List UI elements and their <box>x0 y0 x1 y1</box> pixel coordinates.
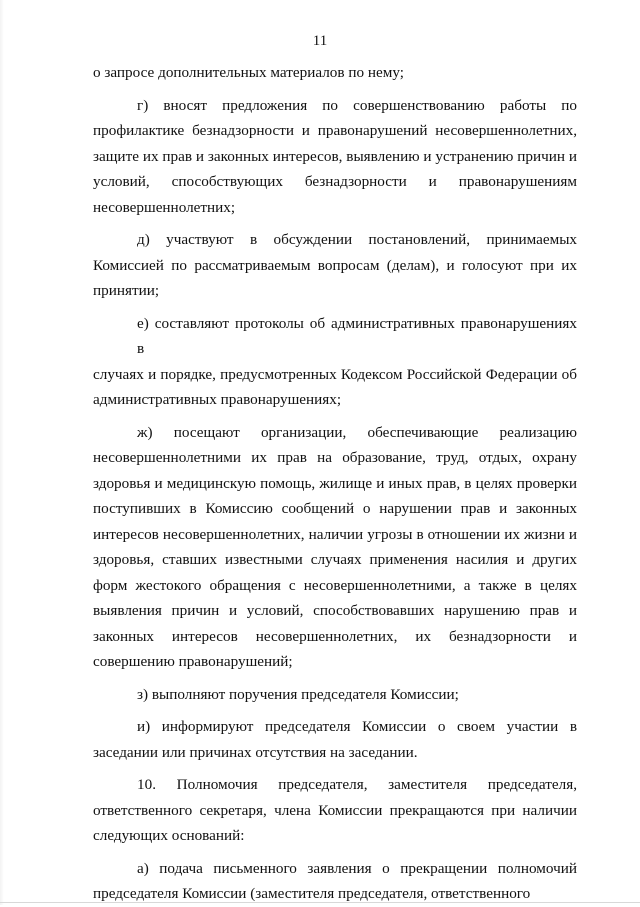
paragraph-p8 <box>93 856 577 907</box>
text-line: поступивших в Комиссию сообщений о нарушении прав и законных <box>93 500 577 517</box>
page-number: 11 <box>312 33 328 49</box>
text-line: следующих оснований: <box>93 827 245 844</box>
text-line: и) информируют председателя Комиссии о своем участии в <box>137 718 577 735</box>
text-line: условий, способствующих безнадзорности и правонарушениям <box>93 173 577 190</box>
text-line: з) выполняют поручения председателя Комиссии; <box>137 685 459 703</box>
paragraph-p1 <box>93 93 577 221</box>
text-line: случаях и порядке, предусмотренных Кодексом Российской Федерации об <box>93 365 577 383</box>
text-line: е) составляют протоколы об административных правонарушениях в <box>137 314 577 357</box>
text-line: заседании или причинах отсутствия на заседании. <box>93 743 418 761</box>
text-line: председателя Комиссии (заместителя председателя, ответственного <box>93 885 531 902</box>
page-bottom-edge <box>0 902 640 903</box>
paragraph-p2 <box>93 227 577 304</box>
text-line: ж) посещают организации, обеспечивающие реализацию <box>137 423 577 441</box>
text-line: здоровья, ставших известными случаях применения насилия и других <box>93 551 577 568</box>
text-line: профилактике безнадзорности и правонарушений несовершеннолетних, <box>93 122 577 139</box>
paragraph-p6 <box>93 714 577 765</box>
text-line: здоровья и медицинскую помощь, жилище и иных прав, в целях проверки <box>93 474 577 492</box>
paragraph-p0 <box>93 60 577 86</box>
scan-edge <box>0 0 4 905</box>
text-line: несовершеннолетних; <box>93 198 236 216</box>
text-line: совершению правонарушений; <box>93 653 293 670</box>
text-line: выявления причин и условий, способствовавших нарушению прав и <box>93 602 577 619</box>
text-line: 10. Полномочия председателя, заместителя председателя, <box>137 776 577 793</box>
text-line: г) вносят предложения по совершенствованию работы по <box>137 96 577 114</box>
text-line: принятии; <box>93 282 160 299</box>
text-line: защите их прав и законных интересов, выявлению и устранению причин и <box>93 147 577 165</box>
text-line: а) подача письменного заявления о прекращении полномочий <box>137 859 577 877</box>
document-body <box>93 60 577 907</box>
text-line: административных правонарушениях; <box>93 391 342 408</box>
paragraph-p7 <box>93 772 577 849</box>
paragraph-p4 <box>93 420 577 675</box>
text-line: законных интересов несовершеннолетних, их безнадзорности и <box>93 627 577 645</box>
text-line: Комиссией по рассматриваемым вопросам (делам), и голосуют при их <box>93 256 577 274</box>
text-line: д) участвуют в обсуждении постановлений, принимаемых <box>137 231 577 248</box>
text-line: о запросе дополнительных материалов по нему; <box>93 64 404 81</box>
paragraph-p5 <box>93 682 577 708</box>
text-line: форм жестокого обращения с несовершеннолетними, а также в целях <box>93 576 577 594</box>
paragraph-p3 <box>93 311 577 413</box>
text-line: ответственного секретаря, члена Комиссии прекращаются при наличии <box>93 801 577 819</box>
text-line: несовершеннолетними их прав на образование, труд, отдых, охрану <box>93 449 577 466</box>
text-line: интересов несовершеннолетних, наличии угрозы в отношении их жизни и <box>93 525 577 543</box>
